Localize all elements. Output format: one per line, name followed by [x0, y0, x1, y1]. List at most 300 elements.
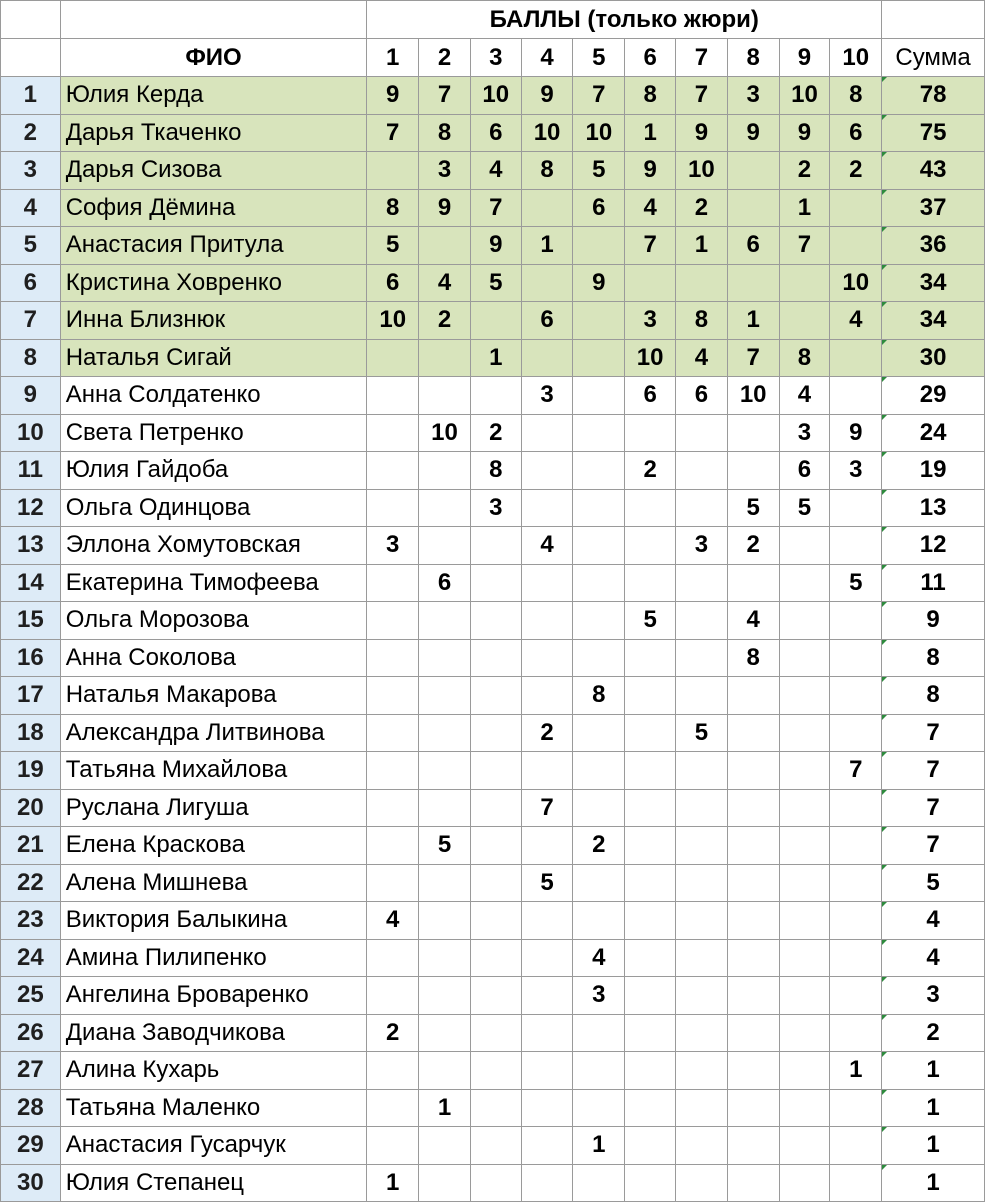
judge-column-header[interactable]: 4	[521, 39, 573, 77]
score-cell[interactable]: 5	[625, 602, 676, 640]
score-cell[interactable]	[676, 1127, 728, 1165]
participant-name-cell[interactable]: Татьяна Маленко	[60, 1089, 367, 1127]
score-cell[interactable]	[727, 1127, 779, 1165]
score-cell[interactable]	[367, 977, 419, 1015]
score-cell[interactable]: 4	[830, 302, 882, 340]
score-cell[interactable]: 3	[830, 452, 882, 490]
score-cell[interactable]	[830, 227, 882, 265]
sum-cell[interactable]: 34	[882, 264, 985, 302]
score-cell[interactable]	[625, 414, 676, 452]
score-cell[interactable]	[779, 714, 830, 752]
score-cell[interactable]	[419, 714, 471, 752]
score-cell[interactable]	[830, 789, 882, 827]
score-cell[interactable]	[573, 414, 625, 452]
score-cell[interactable]: 2	[676, 189, 728, 227]
row-number[interactable]: 29	[1, 1127, 61, 1165]
score-cell[interactable]: 1	[830, 1052, 882, 1090]
row-number[interactable]: 5	[1, 227, 61, 265]
participant-name-cell[interactable]: Дарья Ткаченко	[60, 114, 367, 152]
score-cell[interactable]	[521, 902, 573, 940]
sum-cell[interactable]: 8	[882, 677, 985, 715]
score-cell[interactable]	[727, 1164, 779, 1202]
score-cell[interactable]	[779, 789, 830, 827]
score-cell[interactable]	[470, 377, 521, 415]
score-cell[interactable]	[521, 602, 573, 640]
score-cell[interactable]: 5	[470, 264, 521, 302]
judge-column-header[interactable]: 3	[470, 39, 521, 77]
score-cell[interactable]	[676, 564, 728, 602]
score-cell[interactable]	[419, 752, 471, 790]
score-cell[interactable]	[367, 564, 419, 602]
score-cell[interactable]	[727, 264, 779, 302]
score-cell[interactable]: 4	[470, 152, 521, 190]
score-cell[interactable]: 4	[419, 264, 471, 302]
sum-cell[interactable]: 7	[882, 789, 985, 827]
score-cell[interactable]	[676, 1014, 728, 1052]
sum-cell[interactable]: 8	[882, 639, 985, 677]
score-cell[interactable]	[779, 752, 830, 790]
row-number[interactable]: 2	[1, 114, 61, 152]
score-cell[interactable]: 7	[727, 339, 779, 377]
score-cell[interactable]: 7	[419, 77, 471, 115]
sum-cell[interactable]: 75	[882, 114, 985, 152]
score-cell[interactable]	[419, 452, 471, 490]
row-number[interactable]: 28	[1, 1089, 61, 1127]
scores-group-title[interactable]: БАЛЛЫ (только жюри)	[367, 1, 882, 39]
score-cell[interactable]	[470, 1052, 521, 1090]
score-cell[interactable]	[419, 489, 471, 527]
score-cell[interactable]: 6	[830, 114, 882, 152]
score-cell[interactable]	[419, 339, 471, 377]
row-number[interactable]: 30	[1, 1164, 61, 1202]
score-cell[interactable]	[419, 902, 471, 940]
row-number[interactable]: 26	[1, 1014, 61, 1052]
row-number[interactable]: 4	[1, 189, 61, 227]
score-cell[interactable]: 4	[779, 377, 830, 415]
score-cell[interactable]	[367, 752, 419, 790]
participant-name-cell[interactable]: Екатерина Тимофеева	[60, 564, 367, 602]
score-cell[interactable]	[779, 564, 830, 602]
participant-name-cell[interactable]: София Дёмина	[60, 189, 367, 227]
sum-cell[interactable]: 78	[882, 77, 985, 115]
sum-cell[interactable]: 7	[882, 752, 985, 790]
participant-name-cell[interactable]: Анастасия Притула	[60, 227, 367, 265]
score-cell[interactable]	[419, 1127, 471, 1165]
judge-column-header[interactable]: 7	[676, 39, 728, 77]
score-cell[interactable]	[676, 1164, 728, 1202]
sum-cell[interactable]: 29	[882, 377, 985, 415]
score-cell[interactable]: 8	[470, 452, 521, 490]
score-cell[interactable]	[521, 414, 573, 452]
score-cell[interactable]: 1	[676, 227, 728, 265]
row-number[interactable]: 17	[1, 677, 61, 715]
sum-cell[interactable]: 7	[882, 714, 985, 752]
score-cell[interactable]: 10	[470, 77, 521, 115]
score-cell[interactable]: 1	[521, 227, 573, 265]
score-cell[interactable]: 5	[830, 564, 882, 602]
score-cell[interactable]	[419, 639, 471, 677]
score-cell[interactable]: 8	[727, 639, 779, 677]
score-cell[interactable]	[573, 789, 625, 827]
score-cell[interactable]: 10	[727, 377, 779, 415]
score-cell[interactable]	[727, 827, 779, 865]
score-cell[interactable]	[367, 677, 419, 715]
sum-cell[interactable]: 1	[882, 1089, 985, 1127]
score-cell[interactable]	[470, 564, 521, 602]
score-cell[interactable]: 5	[727, 489, 779, 527]
sum-cell[interactable]: 11	[882, 564, 985, 602]
score-cell[interactable]	[573, 302, 625, 340]
score-cell[interactable]	[573, 1014, 625, 1052]
participant-name-cell[interactable]: Анна Соколова	[60, 639, 367, 677]
participant-name-cell[interactable]: Алина Кухарь	[60, 1052, 367, 1090]
score-cell[interactable]	[830, 939, 882, 977]
participant-name-cell[interactable]: Елена Краскова	[60, 827, 367, 865]
score-cell[interactable]	[830, 527, 882, 565]
score-cell[interactable]	[470, 939, 521, 977]
row-number[interactable]: 12	[1, 489, 61, 527]
score-cell[interactable]	[573, 1052, 625, 1090]
score-cell[interactable]: 10	[676, 152, 728, 190]
score-cell[interactable]	[521, 1164, 573, 1202]
score-cell[interactable]	[779, 1127, 830, 1165]
score-cell[interactable]: 6	[470, 114, 521, 152]
score-cell[interactable]	[573, 1089, 625, 1127]
participant-name-cell[interactable]: Наталья Сигай	[60, 339, 367, 377]
score-cell[interactable]	[470, 677, 521, 715]
score-cell[interactable]: 5	[779, 489, 830, 527]
header-empty-cell[interactable]	[60, 1, 367, 39]
score-cell[interactable]	[521, 264, 573, 302]
score-cell[interactable]	[573, 564, 625, 602]
score-cell[interactable]	[727, 902, 779, 940]
score-cell[interactable]	[521, 1127, 573, 1165]
score-cell[interactable]	[625, 1014, 676, 1052]
participant-name-cell[interactable]: Виктория Балыкина	[60, 902, 367, 940]
score-cell[interactable]	[625, 902, 676, 940]
score-cell[interactable]	[367, 1052, 419, 1090]
participant-name-cell[interactable]: Руслана Лигуша	[60, 789, 367, 827]
score-cell[interactable]: 9	[779, 114, 830, 152]
score-cell[interactable]	[830, 1014, 882, 1052]
score-cell[interactable]	[830, 602, 882, 640]
score-cell[interactable]	[779, 1164, 830, 1202]
row-number[interactable]: 1	[1, 77, 61, 115]
score-cell[interactable]: 2	[779, 152, 830, 190]
score-cell[interactable]	[573, 339, 625, 377]
score-cell[interactable]	[367, 1089, 419, 1127]
row-number[interactable]: 21	[1, 827, 61, 865]
score-cell[interactable]: 9	[521, 77, 573, 115]
score-cell[interactable]	[779, 1052, 830, 1090]
score-cell[interactable]: 10	[419, 414, 471, 452]
score-cell[interactable]	[676, 602, 728, 640]
score-cell[interactable]	[676, 677, 728, 715]
score-cell[interactable]	[830, 489, 882, 527]
score-cell[interactable]	[470, 977, 521, 1015]
score-cell[interactable]: 8	[367, 189, 419, 227]
score-cell[interactable]	[625, 864, 676, 902]
score-cell[interactable]	[367, 414, 419, 452]
sum-cell[interactable]: 1	[882, 1127, 985, 1165]
score-cell[interactable]	[419, 602, 471, 640]
score-cell[interactable]: 2	[573, 827, 625, 865]
row-number[interactable]: 11	[1, 452, 61, 490]
score-cell[interactable]	[830, 339, 882, 377]
score-cell[interactable]	[367, 864, 419, 902]
score-cell[interactable]	[625, 489, 676, 527]
score-cell[interactable]	[625, 827, 676, 865]
score-cell[interactable]	[419, 1052, 471, 1090]
score-cell[interactable]	[367, 452, 419, 490]
participant-name-cell[interactable]: Татьяна Михайлова	[60, 752, 367, 790]
score-cell[interactable]: 2	[470, 414, 521, 452]
score-cell[interactable]: 7	[521, 789, 573, 827]
participant-name-cell[interactable]: Юлия Керда	[60, 77, 367, 115]
participant-name-cell[interactable]: Алена Мишнева	[60, 864, 367, 902]
score-cell[interactable]	[625, 564, 676, 602]
row-number[interactable]: 10	[1, 414, 61, 452]
judge-column-header[interactable]: 5	[573, 39, 625, 77]
score-cell[interactable]: 5	[521, 864, 573, 902]
score-cell[interactable]	[573, 227, 625, 265]
score-cell[interactable]	[573, 527, 625, 565]
participant-name-cell[interactable]: Ольга Одинцова	[60, 489, 367, 527]
score-cell[interactable]: 4	[676, 339, 728, 377]
score-cell[interactable]	[779, 677, 830, 715]
score-cell[interactable]: 6	[727, 227, 779, 265]
score-cell[interactable]	[830, 377, 882, 415]
score-cell[interactable]	[625, 714, 676, 752]
score-cell[interactable]	[676, 264, 728, 302]
score-cell[interactable]	[727, 752, 779, 790]
corner-cell[interactable]	[1, 39, 61, 77]
score-cell[interactable]	[676, 489, 728, 527]
score-cell[interactable]	[470, 602, 521, 640]
score-cell[interactable]	[676, 639, 728, 677]
participant-name-cell[interactable]: Ольга Морозова	[60, 602, 367, 640]
score-cell[interactable]	[779, 302, 830, 340]
score-cell[interactable]	[521, 977, 573, 1015]
score-cell[interactable]	[779, 902, 830, 940]
score-cell[interactable]	[419, 789, 471, 827]
sum-column-header[interactable]: Сумма	[882, 39, 985, 77]
score-cell[interactable]	[521, 1089, 573, 1127]
score-cell[interactable]: 1	[779, 189, 830, 227]
participant-name-cell[interactable]: Анна Солдатенко	[60, 377, 367, 415]
row-number[interactable]: 15	[1, 602, 61, 640]
participant-name-cell[interactable]: Дарья Сизова	[60, 152, 367, 190]
sum-cell[interactable]: 1	[882, 1164, 985, 1202]
score-cell[interactable]	[470, 639, 521, 677]
score-cell[interactable]	[470, 1127, 521, 1165]
score-cell[interactable]: 8	[521, 152, 573, 190]
score-cell[interactable]: 2	[727, 527, 779, 565]
score-cell[interactable]	[470, 752, 521, 790]
score-cell[interactable]	[625, 939, 676, 977]
score-cell[interactable]: 7	[625, 227, 676, 265]
score-cell[interactable]: 6	[521, 302, 573, 340]
score-cell[interactable]: 3	[419, 152, 471, 190]
score-cell[interactable]	[676, 939, 728, 977]
row-number[interactable]: 7	[1, 302, 61, 340]
sum-cell[interactable]: 34	[882, 302, 985, 340]
score-cell[interactable]	[830, 1089, 882, 1127]
score-cell[interactable]	[727, 714, 779, 752]
score-cell[interactable]	[419, 977, 471, 1015]
score-cell[interactable]	[367, 639, 419, 677]
sum-cell[interactable]: 4	[882, 939, 985, 977]
row-number[interactable]: 16	[1, 639, 61, 677]
score-cell[interactable]	[470, 527, 521, 565]
sum-cell[interactable]: 36	[882, 227, 985, 265]
score-cell[interactable]: 3	[573, 977, 625, 1015]
score-cell[interactable]: 6	[676, 377, 728, 415]
score-cell[interactable]	[367, 1127, 419, 1165]
score-cell[interactable]: 8	[625, 77, 676, 115]
score-cell[interactable]	[521, 639, 573, 677]
score-cell[interactable]	[779, 1089, 830, 1127]
judge-column-header[interactable]: 9	[779, 39, 830, 77]
score-cell[interactable]	[521, 827, 573, 865]
score-cell[interactable]	[625, 264, 676, 302]
score-cell[interactable]	[521, 339, 573, 377]
score-cell[interactable]	[521, 489, 573, 527]
score-cell[interactable]	[367, 827, 419, 865]
score-cell[interactable]: 1	[727, 302, 779, 340]
score-cell[interactable]	[676, 1089, 728, 1127]
score-cell[interactable]	[521, 939, 573, 977]
score-cell[interactable]	[367, 939, 419, 977]
score-cell[interactable]	[625, 752, 676, 790]
score-cell[interactable]: 3	[625, 302, 676, 340]
score-cell[interactable]	[573, 489, 625, 527]
score-cell[interactable]	[727, 452, 779, 490]
participant-name-cell[interactable]: Света Петренко	[60, 414, 367, 452]
sum-cell[interactable]: 9	[882, 602, 985, 640]
score-cell[interactable]	[521, 452, 573, 490]
score-cell[interactable]	[573, 452, 625, 490]
score-cell[interactable]: 7	[830, 752, 882, 790]
sum-cell[interactable]: 7	[882, 827, 985, 865]
score-cell[interactable]: 1	[367, 1164, 419, 1202]
score-cell[interactable]: 8	[676, 302, 728, 340]
row-number[interactable]: 18	[1, 714, 61, 752]
row-number[interactable]: 9	[1, 377, 61, 415]
score-cell[interactable]	[779, 864, 830, 902]
row-number[interactable]: 20	[1, 789, 61, 827]
score-cell[interactable]	[779, 264, 830, 302]
score-cell[interactable]	[521, 564, 573, 602]
score-cell[interactable]	[676, 864, 728, 902]
sum-cell[interactable]: 1	[882, 1052, 985, 1090]
score-cell[interactable]	[676, 977, 728, 1015]
score-cell[interactable]	[727, 789, 779, 827]
sum-cell[interactable]: 2	[882, 1014, 985, 1052]
score-cell[interactable]	[419, 1164, 471, 1202]
score-cell[interactable]: 9	[573, 264, 625, 302]
participant-name-cell[interactable]: Амина Пилипенко	[60, 939, 367, 977]
score-cell[interactable]	[367, 152, 419, 190]
score-cell[interactable]: 6	[367, 264, 419, 302]
score-cell[interactable]: 4	[573, 939, 625, 977]
score-cell[interactable]	[470, 864, 521, 902]
row-number[interactable]: 6	[1, 264, 61, 302]
name-column-header[interactable]: ФИО	[60, 39, 367, 77]
score-cell[interactable]	[727, 189, 779, 227]
score-cell[interactable]	[830, 977, 882, 1015]
participant-name-cell[interactable]: Ангелина Броваренко	[60, 977, 367, 1015]
score-cell[interactable]	[676, 452, 728, 490]
score-cell[interactable]: 9	[830, 414, 882, 452]
score-cell[interactable]: 4	[727, 602, 779, 640]
score-cell[interactable]	[625, 639, 676, 677]
score-cell[interactable]: 10	[367, 302, 419, 340]
score-cell[interactable]	[470, 714, 521, 752]
participant-name-cell[interactable]: Эллона Хомутовская	[60, 527, 367, 565]
score-cell[interactable]	[419, 939, 471, 977]
score-cell[interactable]	[830, 864, 882, 902]
score-cell[interactable]	[521, 752, 573, 790]
participant-name-cell[interactable]: Анастасия Гусарчук	[60, 1127, 367, 1165]
sum-cell[interactable]: 3	[882, 977, 985, 1015]
score-cell[interactable]: 5	[419, 827, 471, 865]
score-cell[interactable]	[573, 714, 625, 752]
score-cell[interactable]	[830, 714, 882, 752]
score-cell[interactable]	[830, 1127, 882, 1165]
score-cell[interactable]	[419, 527, 471, 565]
score-cell[interactable]	[470, 789, 521, 827]
score-cell[interactable]: 9	[470, 227, 521, 265]
score-cell[interactable]	[625, 977, 676, 1015]
judge-column-header[interactable]: 1	[367, 39, 419, 77]
score-cell[interactable]: 3	[676, 527, 728, 565]
row-number[interactable]: 3	[1, 152, 61, 190]
score-cell[interactable]: 3	[779, 414, 830, 452]
participant-name-cell[interactable]: Кристина Ховренко	[60, 264, 367, 302]
score-cell[interactable]	[779, 1014, 830, 1052]
sum-cell[interactable]: 24	[882, 414, 985, 452]
score-cell[interactable]: 1	[573, 1127, 625, 1165]
participant-name-cell[interactable]: Юлия Гайдоба	[60, 452, 367, 490]
score-cell[interactable]	[676, 752, 728, 790]
score-cell[interactable]: 5	[573, 152, 625, 190]
score-cell[interactable]: 6	[625, 377, 676, 415]
score-cell[interactable]: 3	[727, 77, 779, 115]
score-cell[interactable]	[521, 1052, 573, 1090]
score-cell[interactable]: 1	[419, 1089, 471, 1127]
score-cell[interactable]	[521, 189, 573, 227]
score-cell[interactable]: 2	[367, 1014, 419, 1052]
score-cell[interactable]: 6	[573, 189, 625, 227]
score-cell[interactable]: 8	[419, 114, 471, 152]
score-cell[interactable]	[830, 677, 882, 715]
score-cell[interactable]	[573, 602, 625, 640]
score-cell[interactable]	[625, 527, 676, 565]
score-cell[interactable]: 4	[367, 902, 419, 940]
score-cell[interactable]	[470, 302, 521, 340]
score-cell[interactable]	[830, 639, 882, 677]
score-cell[interactable]: 2	[521, 714, 573, 752]
sum-cell[interactable]: 37	[882, 189, 985, 227]
score-cell[interactable]: 1	[625, 114, 676, 152]
score-cell[interactable]: 4	[521, 527, 573, 565]
score-cell[interactable]	[367, 377, 419, 415]
sum-cell[interactable]: 30	[882, 339, 985, 377]
score-cell[interactable]	[625, 1127, 676, 1165]
score-cell[interactable]	[367, 339, 419, 377]
score-cell[interactable]	[727, 1014, 779, 1052]
